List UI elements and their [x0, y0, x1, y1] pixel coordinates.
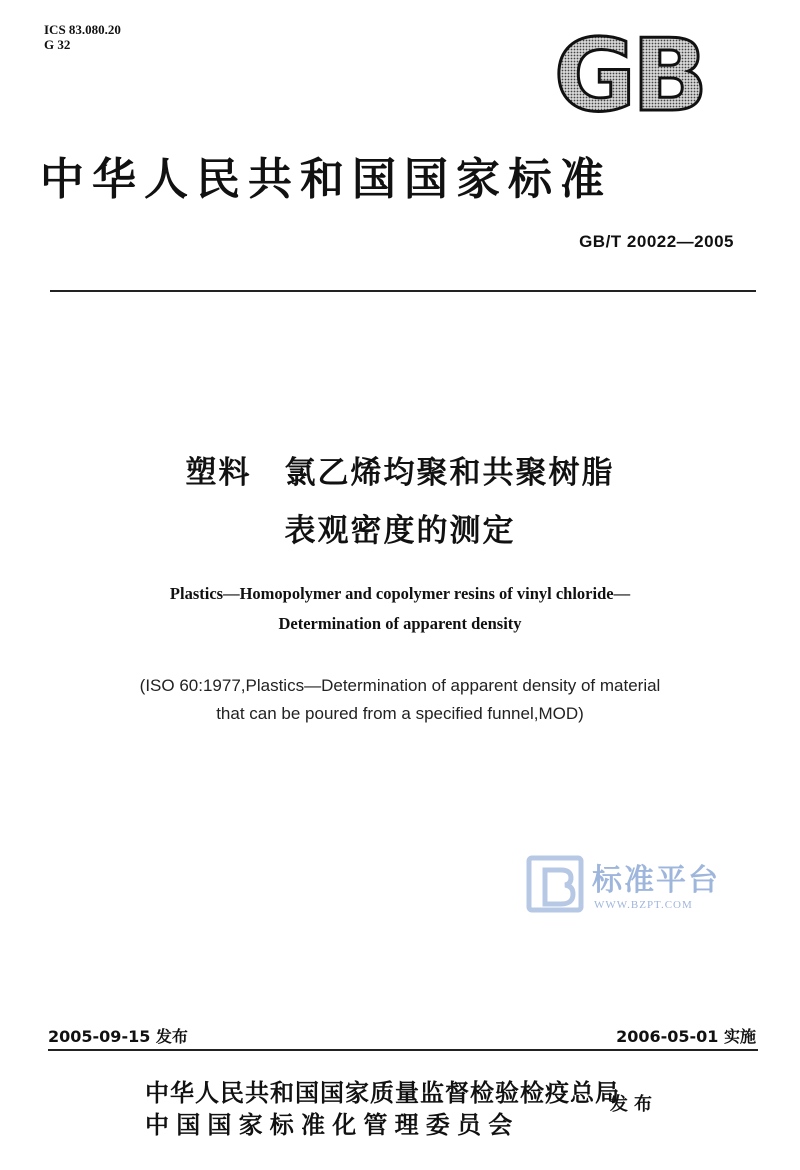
implement-date: 2006-05-01 实施 [616, 1027, 756, 1046]
header-divider [50, 290, 756, 292]
ccs-code: G 32 [44, 37, 71, 52]
watermark-name: 标准平台 [592, 863, 720, 898]
ics-code: ICS 83.080.20 [44, 22, 121, 37]
iso-reference-line2: that can be poured from a specified funnel,MOD) [216, 704, 584, 723]
iso-reference-line1: (ISO 60:1977,Plastics—Determination of apparent density of material [139, 676, 661, 695]
classification-codes [44, 22, 121, 52]
standard-body-title: 中华人民共和国国家标准 [40, 154, 612, 205]
chinese-title-line1: 塑料 氯乙烯均聚和共聚树脂 [185, 455, 615, 491]
gb-logo-icon [540, 30, 718, 118]
gb-logo-text: GB [553, 30, 705, 118]
issue-date: 2005-09-15 发布 [48, 1027, 188, 1046]
standard-number: GB/T 20022—2005 [579, 232, 734, 251]
footer-divider [48, 1049, 758, 1051]
english-title-line2: Determination of apparent density [278, 614, 522, 633]
chinese-title-line2: 表观密度的测定 [284, 513, 516, 549]
publisher-1: 中华人民共和国国家质量监督检验检疫总局 [145, 1079, 620, 1107]
publisher-2: 中国国家标准化管理委员会 [145, 1111, 520, 1139]
english-title-line1: Plastics—Homopolymer and copolymer resins of vinyl chloride— [169, 584, 631, 603]
watermark-url: WWW.BZPT.COM [594, 899, 693, 911]
publish-label: 发布 [610, 1094, 658, 1115]
